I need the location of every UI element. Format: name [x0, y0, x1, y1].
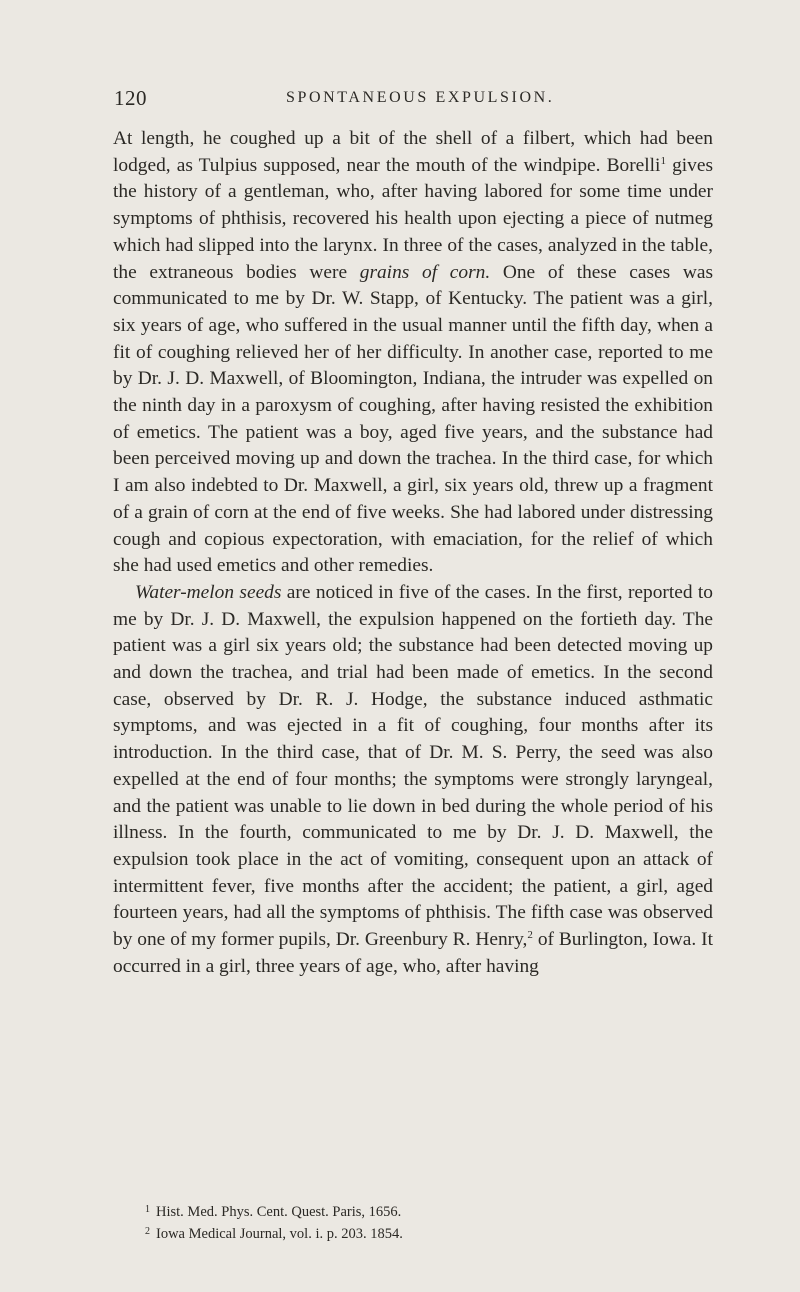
text-run: One of these cases was communicated to me by Dr. W. Stapp, of Kentucky. The patient was a girl, six years of age, who suffered in the usual manner until the fifth day, when a fit of coughing relieved her of her difficulty. In another case, reported to me by Dr. J. D. Maxwell, of Bloomington, Indiana, the intruder was expelled on the ninth day in a paroxysm of coughing, after having resisted the exhibition of emetics. The patient was a boy, aged five years, and the substance had been perceived moving up and down the trachea. In the third case, for which I am also indebted to Dr. Maxwell, a girl, six years old, threw up a fragment of a grain of corn at the end of five weeks. She had labored under distressing cough and copious expectoration, with emaciation, for the relief of which she had used emetics and other remedies. [113, 261, 713, 577]
running-head [114, 86, 714, 116]
italic-term: Water-melon seeds [135, 581, 282, 603]
text-run: of Burlington, Iowa. It occurred in a girl, three years of age, who, after having [113, 929, 714, 977]
footnotes [145, 1200, 665, 1244]
footnote-ref: 2 [527, 929, 533, 942]
text-run: gives the history of a gentleman, who, after having labored for some time under symptoms of phthisis, recovered his health upon ejecting a piece of nutmeg which had slipped into the larynx. In three of the cases, analyzed in the table, the extraneous bodies were [113, 154, 713, 283]
paragraph [113, 126, 713, 580]
body-text [113, 126, 713, 981]
footnote-mark: 1 [145, 1204, 150, 1215]
footnote [145, 1200, 665, 1222]
footnote-ref: 1 [660, 154, 666, 167]
paragraph [113, 580, 713, 981]
footnote-text: Hist. Med. Phys. Cent. Quest. Paris, 1656. [156, 1204, 402, 1220]
page-number: 120 [114, 86, 147, 110]
italic-term: grains of corn. [359, 261, 491, 283]
footnote-mark: 2 [145, 1226, 150, 1237]
footnote-text: Iowa Medical Journal, vol. i. p. 203. 1854. [156, 1226, 403, 1242]
text-run: are noticed in five of the cases. In the first, reported to me by Dr. J. D. Maxwell, the expulsion happened on the fortieth day. The patient was a girl six years old; the substance had been detected moving up and down the trachea, and trial had been made of emetics. In the second case, observed by Dr. R. J. Hodge, the substance induced asthmatic symptoms, and was ejected in a fit of coughing, four months after its introduction. In the third case, that of Dr. M. S. Perry, the seed was also expelled at the end of four months; the symptoms were strongly laryngeal, and the patient was unable to lie down in bed during the whole period of his illness. In the fourth, communicated to me by Dr. J. D. Maxwell, the expulsion took place in the act of vomiting, consequent upon an attack of intermittent fever, five months after the accident; the patient, a girl, aged fourteen years, had all the symptoms of phthisis. The fifth case was observed by one of my former pupils, Dr. Greenbury R. Henry, [113, 581, 713, 951]
footnote [145, 1222, 665, 1244]
running-title: SPONTANEOUS EXPULSION. [286, 89, 555, 106]
text-run: At length, he coughed up a bit of the shell of a filbert, which had been lodged, as Tulpius supposed, near the mouth of the windpipe. Borelli [113, 128, 713, 176]
